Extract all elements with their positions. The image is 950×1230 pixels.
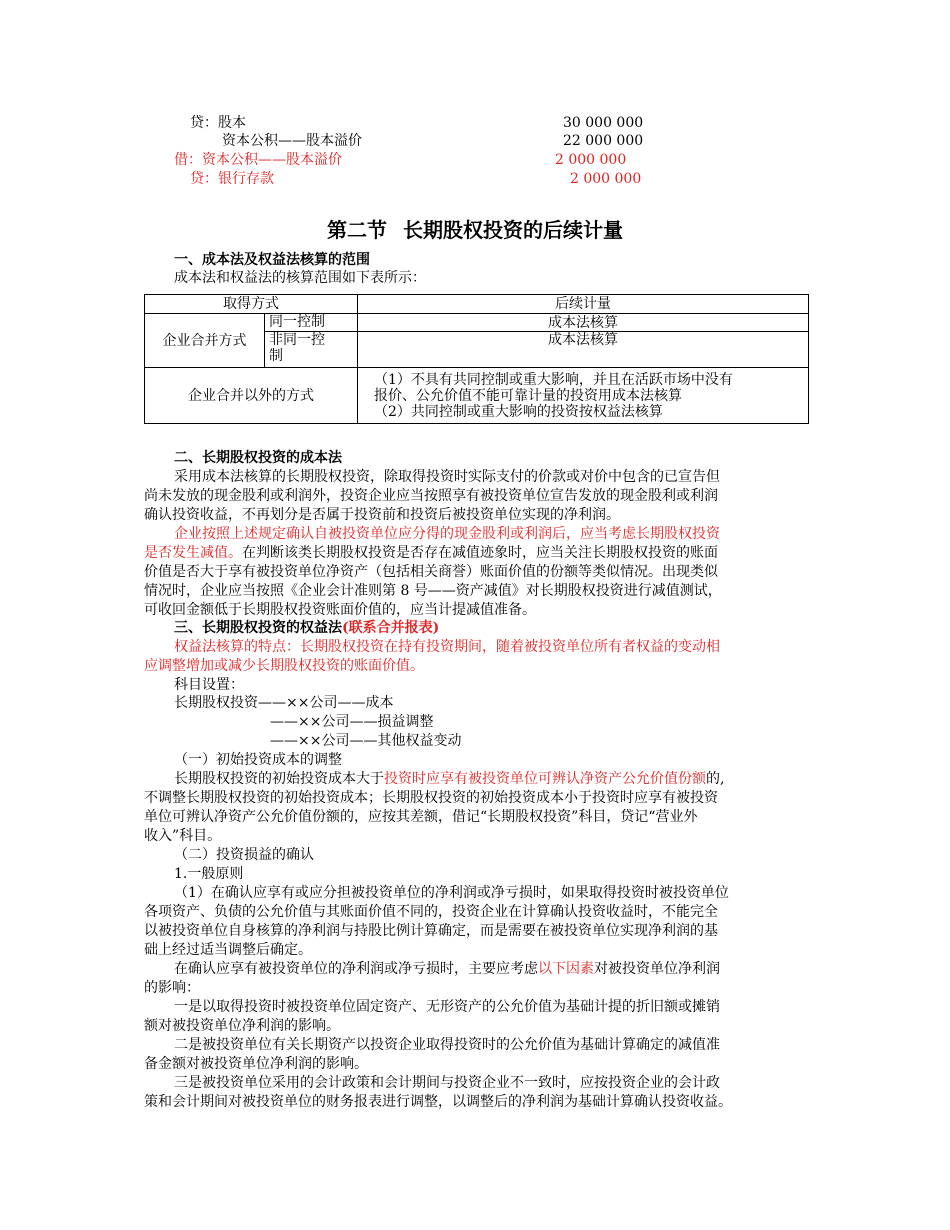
table-cell-text: 非同一控 — [269, 332, 325, 348]
table-cell-text: （2）共同控制或重大影响的投资按权益法核算 — [374, 403, 663, 420]
highlight-text: 以下因素 — [538, 961, 594, 977]
paragraph-line: 价值是否大于享有被投资单位净资产（包括相关商誉）账面价值的份额等类似情况。出现类似 — [144, 564, 718, 580]
paragraph-text: 的, — [706, 771, 725, 787]
paragraph-line — [174, 961, 720, 977]
sub1-heading: （一）初始投资成本的调整 — [174, 752, 342, 768]
table-cell-other-value — [358, 368, 809, 424]
subject-line: ——××公司——损益调整 — [270, 714, 434, 730]
paragraph-text: 长期股权投资的初始投资成本大于 — [174, 771, 384, 787]
journal-line-1-label: 贷：股本 — [190, 115, 246, 131]
paragraph-line: 备金额对被投资单位净利润的影响。 — [144, 1056, 368, 1072]
journal-line-4-label: 贷：银行存款 — [190, 171, 274, 187]
table-cell-non-same-control — [265, 332, 358, 368]
table-cell-text: （1）不具有共同控制或重大影响，并且在活跃市场中没有 — [374, 371, 733, 388]
table-header-method: 取得方式 — [145, 295, 358, 314]
paragraph-line: 二是被投资单位有关长期资产以投资企业取得投资时的公允价值为基础计算确定的减值准 — [174, 1037, 720, 1053]
paragraph-line: 可收回金额低于长期股权投资账面价值的，应当计提减值准备。 — [144, 602, 536, 618]
paragraph-line: 额对被投资单位净利润的影响。 — [144, 1018, 340, 1034]
table-cell-other-label: 企业合并以外的方式 — [145, 368, 358, 424]
scope-table — [144, 294, 809, 424]
highlight-text: 投资时应享有被投资单位可辨认净资产公允价值份额 — [384, 771, 706, 787]
sub2-point: 1.一般原则 — [174, 866, 244, 882]
highlight-text: 是否发生减值。 — [144, 545, 242, 561]
paragraph-line — [144, 545, 718, 561]
paragraph-line: 三是被投资单位采用的会计政策和会计期间与投资企业不一致时，应按投资企业的会计政 — [174, 1075, 720, 1091]
table-row — [145, 314, 809, 332]
sub2-heading: （二）投资损益的确认 — [174, 847, 314, 863]
paragraph-text: 对被投资单位净利润 — [594, 961, 720, 977]
paragraph-line: 策和会计期间对被投资单位的财务报表进行调整，以调整后的净利润为基础计算确认投资收益。 — [144, 1094, 732, 1110]
paragraph-line: （1）在确认应享有或应分担被投资单位的净利润或净亏损时，如果取得投资时被投资单位 — [174, 885, 729, 901]
journal-line-3-amount: 2 000 000 — [555, 152, 627, 168]
part3-heading — [174, 620, 439, 636]
paragraph-line: 确认投资收益，不再划分是否属于投资前和投资后被投资单位实现的净利润。 — [144, 507, 620, 523]
part1-intro: 成本法和权益法的核算范围如下表所示： — [174, 270, 426, 286]
paragraph-line-red: 企业按照上述规定确认自被投资单位应分得的现金股利或利润后，应当考虑长期股权投资 — [174, 526, 720, 542]
paragraph-text: 在判断该类长期股权投资是否存在减值迹象时，应当关注长期股权投资的账面 — [242, 545, 718, 561]
table-cell-text: 报价、公允价值不能可靠计量的投资用成本法核算 — [374, 387, 682, 404]
part3-heading-note: (联系合并报表) — [342, 620, 440, 636]
paragraph-line: 各项资产、负债的公允价值与其账面价值不同的，投资企业在计算确认投资收益时，不能完全 — [144, 904, 718, 920]
table-cell-same-control-value: 成本法核算 — [358, 314, 809, 332]
table-cell-non-same-control-value: 成本法核算 — [358, 332, 809, 368]
table-header-measure: 后续计量 — [358, 295, 809, 314]
paragraph-line: 不调整长期股权投资的初始投资成本；长期股权投资的初始投资成本小于投资时应享有被投资 — [144, 790, 718, 806]
paragraph-line: 采用成本法核算的长期股权投资，除取得投资时实际支付的价款或对价中包含的已宣告但 — [174, 469, 720, 485]
journal-line-2-amount: 22 000 000 — [563, 133, 644, 149]
table-header-row — [145, 295, 809, 314]
paragraph-line: 础上经过适当调整后确定。 — [144, 942, 312, 958]
journal-line-1-amount: 30 000 000 — [563, 115, 644, 131]
part3-heading-text: 三、长期股权投资的权益法 — [174, 620, 342, 636]
section-title-text: 长期股权投资的后续计量 — [403, 218, 623, 242]
paragraph-line: 单位可辨认净资产公允价值份额的，应按其差额，借记“长期股权投资”科目，贷记“营业外 — [144, 809, 698, 825]
table-cell-same-control: 同一控制 — [265, 314, 358, 332]
journal-line-4-amount: 2 000 000 — [570, 171, 642, 187]
paragraph-line: 收入”科目。 — [144, 828, 222, 844]
paragraph-line: 以被投资单位自身核算的净利润与持股比例计算确定，而是需要在被投资单位实现净利润的基 — [144, 923, 718, 939]
part1-heading: 一、成本法及权益法核算的范围 — [174, 252, 370, 268]
journal-line-2-label: 资本公积——股本溢价 — [222, 133, 362, 149]
part2-heading: 二、长期股权投资的成本法 — [174, 450, 342, 466]
paragraph-line: 尚未发放的现金股利或利润外，投资企业应当按照享有被投资单位宣告发放的现金股利或利润 — [144, 488, 718, 504]
subject-line: ——××公司——其他权益变动 — [270, 733, 462, 749]
section-title — [0, 218, 950, 242]
section-number: 第二节 — [327, 218, 387, 242]
table-cell-merge-label: 企业合并方式 — [145, 314, 265, 368]
paragraph-line: 情况时，企业应当按照《企业会计准则第 8 号——资产减值》对长期股权投资进行减值测试， — [144, 583, 722, 599]
paragraph-line-red: 应调整增加或减少长期股权投资的账面价值。 — [144, 658, 424, 674]
subject-label: 科目设置： — [174, 677, 244, 693]
paragraph-line — [174, 771, 724, 787]
subject-line: 长期股权投资——××公司——成本 — [174, 695, 394, 711]
table-row — [145, 368, 809, 424]
journal-line-3-label: 借：资本公积——股本溢价 — [174, 152, 342, 168]
paragraph-line: 的影响： — [144, 980, 200, 996]
paragraph-line-red: 权益法核算的特点：长期股权投资在持有投资期间，随着被投资单位所有者权益的变动相 — [174, 639, 720, 655]
table-cell-text: 制 — [269, 348, 283, 364]
paragraph-line: 一是以取得投资时被投资单位固定资产、无形资产的公允价值为基础计提的折旧额或摊销 — [174, 999, 720, 1015]
paragraph-text: 在确认应享有被投资单位的净利润或净亏损时，主要应考虑 — [174, 961, 538, 977]
